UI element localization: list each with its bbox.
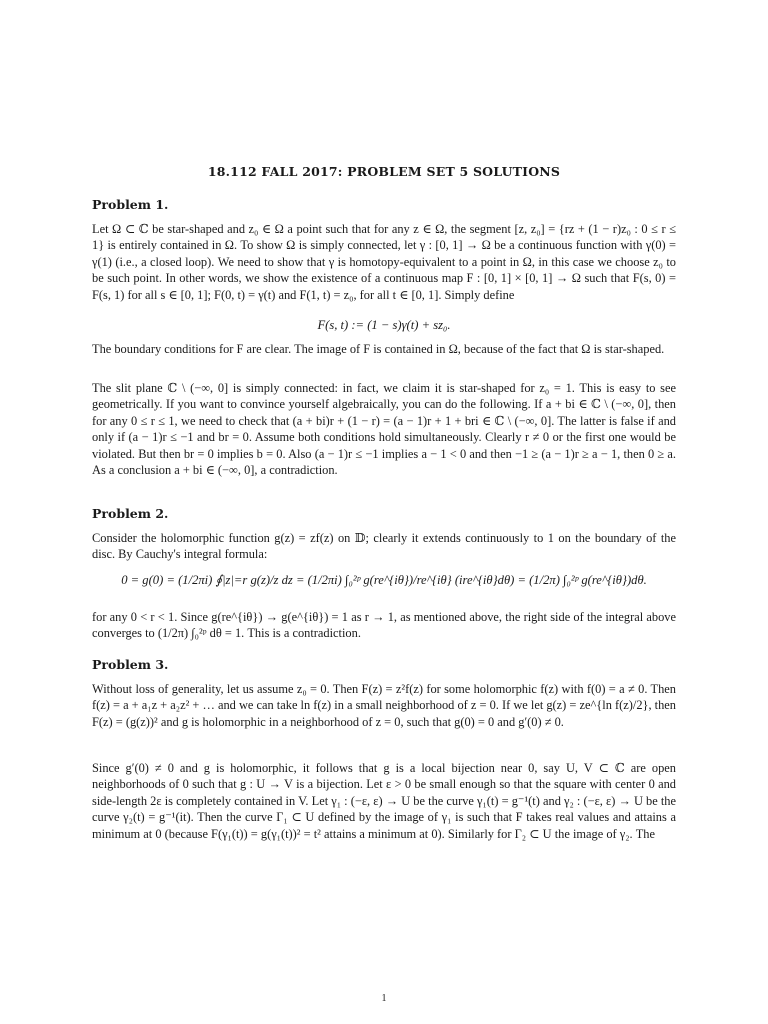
problem-1-heading: Problem 1. <box>92 197 169 212</box>
problem-1-paragraph-1: Let Ω ⊂ ℂ be star-shaped and z₀ ∈ Ω a point such that for any z ∈ Ω, the segment [z, z₀] = {rz + (1 − r)z₀ : 0 ≤ r ≤ 1} is entirely contained in Ω. To show Ω is simply connected, let γ : [0, 1] → Ω be a continuous function with γ(0) = γ(1) (i.e., a closed loop). We need to show that γ is homotopy-equivalent to a point in Ω, in this case we choose z₀ to be such point. In other words, we show the existence of a continuous map F : [0, 1] × [0, 1] → Ω such that F(s, 0) = F(s, 1) for all s ∈ [0, 1]; F(0, t) = γ(t) and F(1, t) = z₀, for all t ∈ [0, 1]. Simply define <box>92 222 676 302</box>
problem-2-equation: 0 = g(0) = (1/2πi) ∮|z|=r g(z)/z dz = (1/2πi) ∫₀²ᵖ g(re^{iθ})/re^{iθ} (ire^{iθ}dθ) = (1/2π) ∫₀²ᵖ g(re^{iθ})dθ. <box>121 573 647 587</box>
problem-1-paragraph-3: The slit plane ℂ \ (−∞, 0] is simply connected: in fact, we claim it is star-shaped for z₀ = 1. This is easy to see geometrically. If you want to convince yourself algebraically, you can do the following. If a + bi ∈ ℂ \ (−∞, 0], then for any 0 ≤ r ≤ 1, we need to check that (a + bi)r + (1 − r) = (a − 1)r + 1 + bri ∈ ℂ \ (−∞, 0]. The latter is false if and only if (a − 1)r ≤ −1 and br = 0. Assume both conditions hold simultaneously. Clearly r ≠ 0 or the first one would be violated. But then br = 0 implies b = 0. Also (a − 1)r ≤ −1 implies a − 1 < 0 and then −1 ≥ (a − 1)r ≥ a − 1, then 0 ≥ a. As a conclusion a + bi ∈ (−∞, 0], a contradiction. <box>92 381 676 478</box>
problem-2-heading: Problem 2. <box>92 506 169 521</box>
problem-3-paragraph-1: Without loss of generality, let us assume z₀ = 0. Then F(z) = z²f(z) for some holomorphic f(z) with f(0) = a ≠ 0. Then f(z) = a + a₁z + a₂z² + … and we can take ln f(z) in a small neighborhood of z = 0. If we let g(z) = ze^{ln f(z)/2}, then F(z) = (g(z))² and g is holomorphic in a neighborhood of z = 0, such that g(0) = 0 and g′(0) ≠ 0. <box>92 682 676 729</box>
problem-1-equation: F(s, t) := (1 − s)γ(t) + sz₀. <box>317 318 451 332</box>
problem-1-paragraph-2: The boundary conditions for F are clear. The image of F is contained in Ω, because of the fact that Ω is star-shaped. <box>92 342 665 356</box>
page-number: 1 <box>381 993 387 1004</box>
problem-3-paragraph-2: Since g′(0) ≠ 0 and g is holomorphic, it follows that g is a local bijection near 0, say U, V ⊂ ℂ are open neighborhoods of 0 such that g : U → V is a bijection. Let ε > 0 be small enough so that the square with center 0 and side-length 2ε is completely contained in V. Let γ₁ : (−ε, ε) → U be the curve γ₁(t) = g⁻¹(t) and γ₂ : (−ε, ε) → U be the curve γ₂(t) = g⁻¹(it). Then the curve Γ₁ ⊂ U defined by the image of γ₁ is such that F takes real values and attains a minimum at 0 (because F(γ₁(t)) = g(γ₁(t))² = t² attains a minimum at 0). Similarly for Γ₂ ⊂ U the image of γ₂. The <box>92 761 676 841</box>
problem-2-paragraph-2: for any 0 < r < 1. Since g(re^{iθ}) → g(e^{iθ}) = 1 as r → 1, as mentioned above, the right side of the integral above converges to (1/2π) ∫₀²ᵖ dθ = 1. This is a contradiction. <box>92 610 676 641</box>
problem-3-heading: Problem 3. <box>92 657 169 672</box>
document-title: 18.112 FALL 2017: PROBLEM SET 5 SOLUTIONS <box>207 164 561 179</box>
problem-2-paragraph-1: Consider the holomorphic function g(z) = zf(z) on 𝔻; clearly it extends continuously to 1 on the boundary of the disc. By Cauchy's integral formula: <box>92 531 676 562</box>
